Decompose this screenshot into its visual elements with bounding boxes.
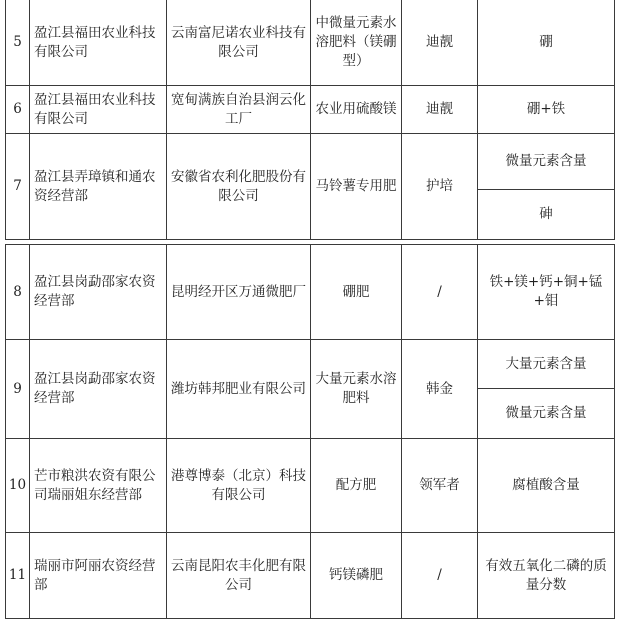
product-cell: 配方肥	[311, 439, 402, 533]
producer-cell: 潍坊韩邦肥业有限公司	[167, 340, 311, 439]
brand-cell: /	[402, 245, 478, 340]
failed-item-cell: 硼	[478, 0, 615, 86]
producer-cell: 云南富尼诺农业科技有限公司	[167, 0, 311, 86]
producer-cell: 安徽省农利化肥股份有限公司	[167, 134, 311, 240]
brand-cell: 韩金	[402, 340, 478, 439]
brand-cell: 护培	[402, 134, 478, 240]
failed-item-cell: 有效五氧化二磷的质量分数	[478, 533, 615, 619]
product-cell: 硼肥	[311, 245, 402, 340]
product-cell: 中微量元素水溶肥料（镁硼型）	[311, 0, 402, 86]
product-cell: 农业用硫酸镁	[311, 86, 402, 134]
seller-cell: 盈江县福田农业科技有限公司	[30, 0, 167, 86]
seller-cell: 芒市粮洪农资有限公司瑞丽姐东经营部	[30, 439, 167, 533]
row-number: 5	[6, 0, 30, 86]
failed-item-cell: 硼+铁	[478, 86, 615, 134]
results-table-top	[5, 0, 615, 240]
brand-cell: /	[402, 533, 478, 619]
brand-cell: 领军者	[402, 439, 478, 533]
failed-item-cell: 微量元素含量	[478, 134, 615, 190]
table-row	[6, 439, 615, 533]
seller-cell: 盈江县岗勐邵家农资经营部	[30, 245, 167, 340]
row-number: 6	[6, 86, 30, 134]
results-table-bottom	[5, 244, 615, 619]
product-cell: 钙镁磷肥	[311, 533, 402, 619]
seller-cell: 盈江县弄璋镇和通农资经营部	[30, 134, 167, 240]
brand-cell: 迪靓	[402, 0, 478, 86]
product-cell: 马铃薯专用肥	[311, 134, 402, 240]
producer-cell: 云南昆阳农丰化肥有限公司	[167, 533, 311, 619]
seller-cell: 瑞丽市阿丽农资经营部	[30, 533, 167, 619]
table-row	[6, 0, 615, 86]
seller-cell: 盈江县福田农业科技有限公司	[30, 86, 167, 134]
row-number: 10	[6, 439, 30, 533]
table-row	[6, 245, 615, 340]
row-number: 11	[6, 533, 30, 619]
failed-item-cell: 大量元素含量	[478, 340, 615, 389]
table-row	[6, 533, 615, 619]
seller-cell: 盈江县岗勐邵家农资经营部	[30, 340, 167, 439]
product-cell: 大量元素水溶肥料	[311, 340, 402, 439]
failed-item-cell: 铁+镁+钙+铜+锰+钼	[478, 245, 615, 340]
row-number: 7	[6, 134, 30, 240]
page-gap	[0, 240, 617, 243]
row-number: 9	[6, 340, 30, 439]
row-number: 8	[6, 245, 30, 340]
producer-cell: 港尊博泰（北京）科技有限公司	[167, 439, 311, 533]
producer-cell: 昆明经开区万通微肥厂	[167, 245, 311, 340]
failed-item-cell: 砷	[478, 190, 615, 240]
producer-cell: 宽甸满族自治县润云化工厂	[167, 86, 311, 134]
table-row	[6, 86, 615, 134]
failed-item-cell: 微量元素含量	[478, 389, 615, 439]
table-row	[6, 340, 615, 389]
table-row	[6, 134, 615, 190]
failed-item-cell: 腐植酸含量	[478, 439, 615, 533]
brand-cell: 迪靓	[402, 86, 478, 134]
